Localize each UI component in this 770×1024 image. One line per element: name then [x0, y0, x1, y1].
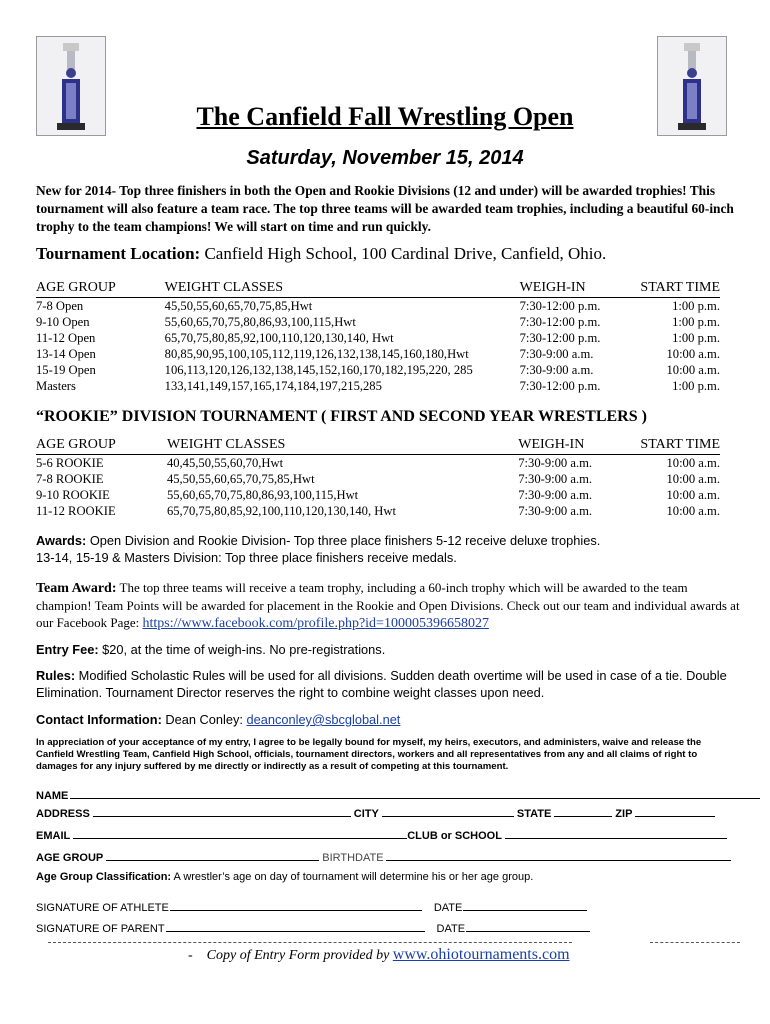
rules-paragraph [36, 667, 741, 701]
birthdate-label: BIRTHDATE [322, 852, 384, 864]
table-row [36, 314, 720, 330]
footer [188, 946, 570, 964]
start-time-cell: 10:00 a.m. [666, 504, 720, 518]
facebook-link[interactable]: https://www.facebook.com/profile.php?id=100005396658027 [142, 616, 489, 631]
table-header-row [36, 279, 720, 298]
awards-line-2: 13-14, 15-19 & Masters Division: Top three place finishers receive medals. [36, 550, 457, 565]
weigh-in-cell: 7:30-9:00 a.m. [518, 504, 593, 518]
start-time-cell: 1:00 p.m. [672, 299, 720, 313]
age-group-cell: 7-8 Open [36, 299, 84, 313]
start-time-cell: 1:00 p.m. [672, 379, 720, 393]
address-input-line[interactable] [93, 806, 351, 817]
column-header: START TIME [640, 436, 720, 455]
athlete-date-label: DATE [433, 902, 463, 914]
weight-classes-cell: 65,70,75,80,85,92,100,110,120,130,140, Hwt [164, 331, 394, 345]
classification-text: A wrestler’s age on day of tournament will determine his or her age group. [173, 871, 534, 883]
rules-label: Rules: [36, 668, 76, 683]
weigh-in-cell: 7:30-9:00 a.m. [519, 363, 594, 377]
age-group-label: AGE GROUP [36, 852, 104, 864]
name-field[interactable] [36, 788, 760, 802]
parent-date-label: DATE [436, 923, 466, 935]
weight-classes-cell: 45,50,55,60,65,70,75,85,Hwt [164, 299, 313, 313]
weigh-in-cell: 7:30-12:00 p.m. [519, 331, 601, 345]
athlete-signature-line[interactable] [170, 900, 422, 911]
table-row [36, 330, 720, 346]
age-group-cell: 9-10 ROOKIE [36, 488, 110, 502]
weight-classes-cell: 55,60,65,70,75,80,86,93,100,115,Hwt [166, 488, 359, 502]
team-award-paragraph [36, 579, 741, 632]
team-award-label: Team Award: [36, 581, 117, 596]
city-label: CITY [353, 808, 379, 820]
age-group-cell: 11-12 ROOKIE [36, 504, 116, 518]
start-time-cell: 10:00 a.m. [666, 347, 720, 361]
age-group-cell: 9-10 Open [36, 315, 90, 329]
contact-information [36, 712, 400, 727]
rookie-division-title: “ROOKIE” DIVISION TOURNAMENT ( FIRST AND SECOND YEAR WRESTLERS ) [36, 408, 647, 425]
weigh-in-cell: 7:30-12:00 p.m. [519, 315, 601, 329]
waiver-text: In appreciation of your acceptance of my entry, I agree to be legally bound for myself, my heirs, executors, and administers, waive and release the Canfield Wrestling Team, Canfield High School, officials, tournament directors, workers and all representatives from any and all claims of right to damages for any injury suffered by me directly or indirectly as a result of competing at this tournament. [36, 737, 702, 772]
weigh-in-cell: 7:30-9:00 a.m. [518, 472, 593, 486]
athlete-signature-label: SIGNATURE OF ATHLETE [36, 902, 169, 914]
address-label: ADDRESS [36, 808, 90, 820]
email-input-line[interactable] [73, 828, 407, 839]
weigh-in-cell: 7:30-9:00 a.m. [518, 456, 593, 470]
weigh-in-cell: 7:30-12:00 p.m. [519, 379, 601, 393]
contact-email-link[interactable]: deanconley@sbcglobal.net [246, 712, 401, 727]
start-time-cell: 10:00 a.m. [666, 472, 720, 486]
start-time-cell: 10:00 a.m. [666, 456, 720, 470]
zip-input-line[interactable] [635, 806, 715, 817]
table-row [36, 378, 720, 394]
location-label: Tournament Location: [36, 244, 201, 263]
awards-line-1 [36, 533, 600, 548]
weight-classes-cell: 80,85,90,95,100,105,112,119,126,132,138,145,160,180,Hwt [164, 347, 469, 361]
weight-classes-cell: 133,141,149,157,165,174,184,197,215,285 [164, 379, 382, 393]
table-row [36, 346, 720, 362]
weight-classes-cell: 40,45,50,55,60,70,Hwt [166, 456, 284, 470]
table-row [36, 455, 720, 472]
ohiotournaments-link[interactable]: www.ohiotournaments.com [392, 946, 570, 963]
cut-line-left [48, 942, 572, 943]
weight-classes-cell: 55,60,65,70,75,80,86,93,100,115,Hwt [164, 315, 356, 329]
column-header: START TIME [640, 279, 720, 298]
event-date: Saturday, November 15, 2014 [246, 147, 524, 169]
zip-label: ZIP [615, 808, 633, 820]
table-row [36, 362, 720, 378]
age-group-input-line[interactable] [106, 850, 319, 861]
open-division-table [36, 279, 720, 394]
column-header: WEIGH-IN [518, 436, 640, 455]
age-group-cell: 7-8 ROOKIE [36, 472, 104, 486]
table-row [36, 471, 720, 487]
age-group-cell: 5-6 ROOKIE [36, 456, 104, 470]
weight-classes-cell: 65,70,75,80,85,92,100,110,120,130,140, Hwt [166, 504, 396, 518]
contact-name: Dean Conley: [165, 712, 243, 727]
start-time-cell: 1:00 p.m. [672, 331, 720, 345]
table-row [36, 298, 720, 315]
parent-signature-label: SIGNATURE OF PARENT [36, 923, 165, 935]
address-row [36, 806, 715, 820]
weigh-in-cell: 7:30-12:00 p.m. [519, 299, 601, 313]
awards-open-rookie: Open Division and Rookie Division- Top three place finishers 5-12 receive deluxe trophies. [89, 533, 601, 548]
email-label: EMAIL [36, 830, 71, 842]
start-time-cell: 10:00 a.m. [666, 488, 720, 502]
name-input-line[interactable] [70, 788, 760, 799]
name-label: NAME [36, 790, 69, 802]
age-group-cell: Masters [36, 379, 76, 393]
cut-line-right [650, 942, 740, 943]
state-label: STATE [516, 808, 552, 820]
age-group-classification [36, 871, 533, 883]
column-header: WEIGHT CLASSES [165, 279, 520, 298]
tournament-location [36, 244, 606, 264]
footer-dash: - [188, 948, 193, 963]
table-header-row [36, 436, 720, 455]
age-group-row [36, 850, 731, 864]
club-label: CLUB or SCHOOL [407, 830, 502, 842]
entry-fee-label: Entry Fee: [36, 642, 99, 657]
column-header: AGE GROUP [36, 279, 165, 298]
weight-classes-cell: 106,113,120,126,132,138,145,152,160,170,182,195,220, 285 [164, 363, 473, 377]
rookie-division-table [36, 436, 720, 519]
email-row [36, 828, 727, 842]
column-header: WEIGH-IN [520, 279, 641, 298]
city-input-line[interactable] [382, 806, 514, 817]
location-value: Canfield High School, 100 Cardinal Drive, Canfield, Ohio. [204, 244, 607, 263]
athlete-signature-row [36, 900, 587, 914]
weigh-in-cell: 7:30-9:00 a.m. [518, 488, 593, 502]
weigh-in-cell: 7:30-9:00 a.m. [519, 347, 594, 361]
start-time-cell: 10:00 a.m. [666, 363, 720, 377]
table-row [36, 503, 720, 519]
age-group-cell: 13-14 Open [36, 347, 96, 361]
entry-fee [36, 642, 385, 657]
parent-date-line[interactable] [466, 921, 590, 932]
parent-signature-row [36, 921, 590, 935]
team-award-text: The top three teams will receive a team trophy, including a 60-inch trophy which will be awarded to the team champion! Team Points will be awarded for placement in the Rookie and Open Divisions. Check out our team and individual awards at our Facebook Page: [36, 580, 740, 630]
entry-fee-text: $20, at the time of weigh-ins. No pre-registrations. [102, 642, 386, 657]
weight-classes-cell: 45,50,55,60,65,70,75,85,Hwt [166, 472, 315, 486]
intro-paragraph: New for 2014- Top three finishers in both the Open and Rookie Divisions (12 and under) will be awarded trophies! This tournament will also feature a team race. The top three teams will be awarded team trophies, including a beautiful 60-inch trophy to the team champions! We will start on time and run quickly. [36, 183, 734, 234]
classification-label: Age Group Classification: [36, 871, 172, 883]
table-row [36, 487, 720, 503]
athlete-date-line[interactable] [463, 900, 587, 911]
club-input-line[interactable] [505, 828, 727, 839]
start-time-cell: 1:00 p.m. [672, 315, 720, 329]
awards-label: Awards: [36, 533, 87, 548]
column-header: WEIGHT CLASSES [167, 436, 518, 455]
contact-label: Contact Information: [36, 712, 162, 727]
state-input-line[interactable] [554, 806, 612, 817]
column-header: AGE GROUP [36, 436, 167, 455]
footer-text: Copy of Entry Form provided by [206, 948, 390, 963]
rules-text: Modified Scholastic Rules will be used for all divisions. Sudden death overtime will be used in case of a tie. Double Elimination. Tournament Director reserves the right to combine weight classes upon need. [36, 668, 727, 700]
page-title: The Canfield Fall Wrestling Open [196, 102, 574, 131]
parent-signature-line[interactable] [166, 921, 425, 932]
age-group-cell: 11-12 Open [36, 331, 96, 345]
birthdate-input-line[interactable] [386, 850, 731, 861]
age-group-cell: 15-19 Open [36, 363, 96, 377]
